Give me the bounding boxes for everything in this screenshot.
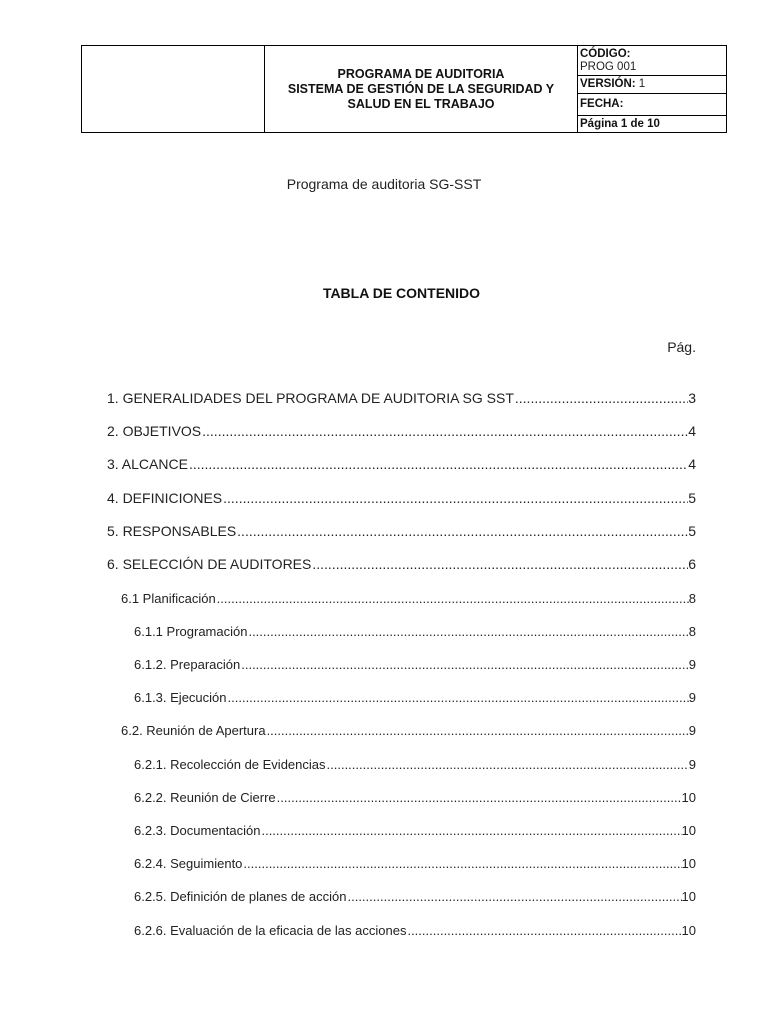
version-label: VERSIÓN: — [580, 77, 636, 90]
toc-entry-page: 8 — [688, 624, 696, 639]
toc-title: TABLA DE CONTENIDO — [322, 285, 481, 301]
codigo-label: CÓDIGO: — [580, 47, 631, 60]
toc-page-column-label: Pág. — [667, 339, 696, 355]
toc-entry-label: 6.2.3. Documentación — [134, 823, 261, 838]
toc-entry-page: 10 — [681, 923, 696, 938]
toc-entry[interactable] — [134, 884, 696, 904]
fecha-label: FECHA: — [580, 98, 624, 111]
toc-leader-dots — [223, 490, 688, 506]
toc-entry-page: 9 — [688, 690, 696, 705]
toc-entry[interactable] — [121, 718, 696, 738]
toc-leader-dots — [407, 923, 681, 938]
toc-entry-label: 4. DEFINICIONES — [107, 490, 223, 506]
toc-entry-page: 9 — [688, 757, 696, 772]
toc-entry-page: 10 — [681, 790, 696, 805]
toc-entry-label: 1. GENERALIDADES DEL PROGRAMA DE AUDITORIA SG SST — [107, 390, 514, 406]
toc-leader-dots — [312, 556, 688, 572]
toc-entry-page: 9 — [688, 657, 696, 672]
toc-leader-dots — [248, 624, 688, 639]
toc-entry-page: 9 — [688, 723, 696, 738]
toc-leader-dots — [267, 723, 689, 738]
header-title-line-1: PROGRAMA DE AUDITORIA — [337, 66, 505, 81]
toc-leader-dots — [261, 823, 681, 838]
toc-entry-label: 5. RESPONSABLES — [107, 523, 237, 539]
toc-entry[interactable] — [134, 752, 696, 772]
toc-leader-dots — [277, 790, 682, 805]
toc-entry-page: 3 — [688, 390, 696, 406]
toc-entry-label: 6.1.1 Programación — [134, 624, 248, 639]
toc-entry[interactable] — [107, 386, 696, 406]
toc-entry[interactable] — [107, 519, 696, 539]
toc-entry-label: 6.2. Reunión de Apertura — [121, 723, 266, 738]
toc-entry-label: 6.2.5. Definición de planes de acción — [134, 889, 347, 904]
document-subtitle: Programa de auditoria SG-SST — [286, 176, 482, 192]
toc-entry[interactable] — [107, 452, 696, 472]
pagina-label: Página 1 de 10 — [580, 117, 660, 130]
toc-leader-dots — [241, 657, 689, 672]
toc-leader-dots — [515, 390, 688, 406]
toc-entry-label: 6.2.4. Seguimiento — [134, 856, 243, 871]
toc-entry-label: 6.2.1. Recolección de Evidencias — [134, 757, 326, 772]
toc-leader-dots — [327, 757, 689, 772]
toc-entry-label: 6.2.6. Evaluación de la eficacia de las acciones — [134, 923, 407, 938]
header-title-line-2: SISTEMA DE GESTIÓN DE LA SEGURIDAD Y — [287, 81, 555, 96]
toc-entry-label: 6.2.2. Reunión de Cierre — [134, 790, 276, 805]
toc-leader-dots — [347, 889, 681, 904]
toc-entry[interactable] — [134, 818, 696, 838]
toc-entry[interactable] — [134, 619, 696, 639]
toc-entry[interactable] — [107, 486, 696, 506]
toc-entry-label: 2. OBJETIVOS — [107, 423, 202, 439]
toc-entry[interactable] — [134, 851, 696, 871]
toc-leader-dots — [202, 423, 688, 439]
toc-entry-page: 5 — [688, 523, 696, 539]
toc-entry-page: 8 — [688, 591, 696, 606]
toc-entry-page: 10 — [681, 823, 696, 838]
toc-leader-dots — [243, 856, 681, 871]
toc-entry-page: 5 — [688, 490, 696, 506]
toc-entry-page: 4 — [688, 423, 696, 439]
toc-entry-page: 6 — [688, 556, 696, 572]
toc-entry-label: 6. SELECCIÓN DE AUDITORES — [107, 556, 312, 572]
toc-entry-page: 10 — [681, 856, 696, 871]
toc-leader-dots — [237, 523, 688, 539]
toc-entry-label: 6.1 Planificación — [121, 591, 216, 606]
toc-entry-page: 10 — [681, 889, 696, 904]
toc-entry[interactable] — [134, 785, 696, 805]
toc-entry-page: 4 — [688, 456, 696, 472]
toc-entry[interactable] — [134, 652, 696, 672]
toc-leader-dots — [228, 690, 689, 705]
toc-entry[interactable] — [107, 419, 696, 439]
toc-entry[interactable] — [107, 552, 696, 572]
toc-leader-dots — [217, 591, 689, 606]
version-value: 1 — [638, 77, 646, 90]
toc-entry-label: 3. ALCANCE — [107, 456, 188, 472]
toc-entry-label: 6.1.2. Preparación — [134, 657, 241, 672]
toc-entry-label: 6.1.3. Ejecución — [134, 690, 227, 705]
codigo-value: PROG 001 — [580, 60, 637, 73]
toc-entry[interactable] — [121, 586, 696, 606]
toc-leader-dots — [189, 456, 688, 472]
toc-entry[interactable] — [134, 685, 696, 705]
header-title-line-3: SALUD EN EL TRABAJO — [347, 96, 495, 111]
toc-entry[interactable] — [134, 918, 696, 938]
